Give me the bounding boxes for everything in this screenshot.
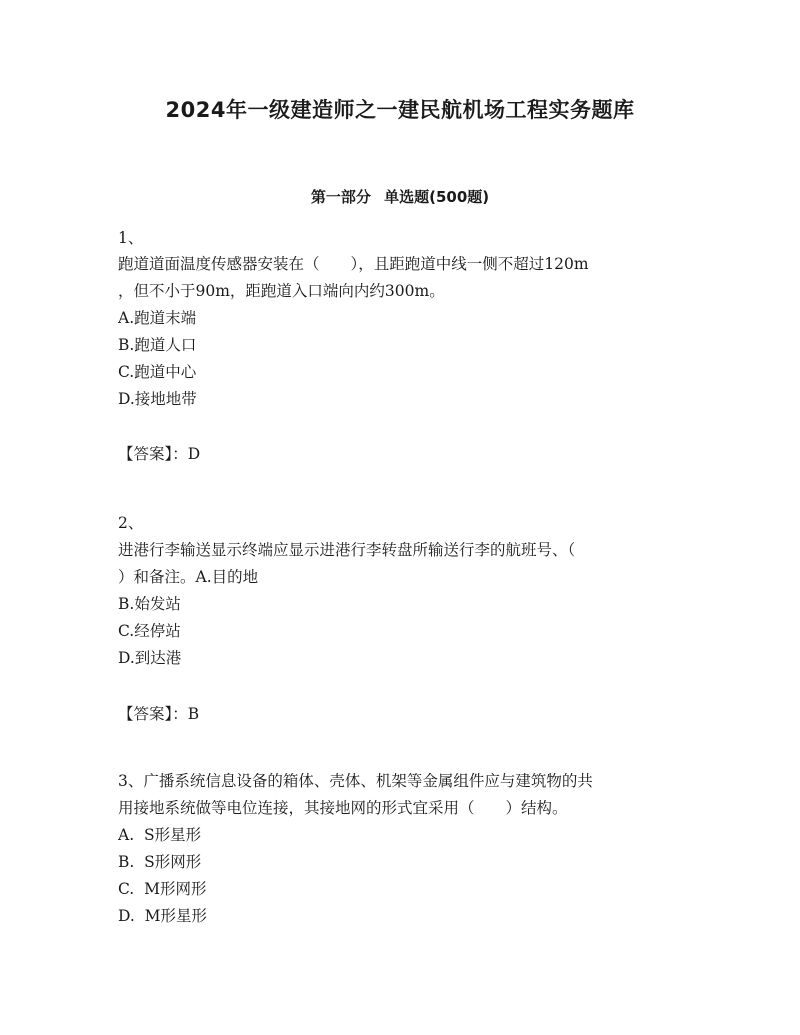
question-3-option-b: B. S形网形	[118, 853, 202, 871]
question-1-stem-line-2: ，但不小于90m，距跑道入口端向内约300m。	[118, 282, 445, 300]
question-2-option-c: C.经停站	[118, 622, 181, 640]
section-heading: 第一部分 单选题(500题)	[310, 188, 490, 206]
question-2-stem-line-1: 进港行李输送显示终端应显示进港行李转盘所输送行李的航班号、（	[118, 541, 576, 559]
question-2-option-d: D.到达港	[118, 649, 182, 667]
question-1-number: 1、	[118, 229, 144, 247]
question-3-stem-line-2: 用接地系统做等电位连接，其接地网的形式宜采用（ ）结构。	[118, 799, 568, 817]
question-1-option-b: B.跑道人口	[118, 336, 197, 354]
question-3-option-a: A. S形星形	[118, 826, 202, 844]
question-1-option-a: A.跑道末端	[118, 309, 197, 327]
question-1-option-d: D.接地地带	[118, 390, 197, 408]
question-1-option-c: C.跑道中心	[118, 363, 197, 381]
question-1-answer: 【答案】：D	[118, 445, 201, 463]
question-2-option-b: B.始发站	[118, 595, 181, 613]
document-title: 2024年一级建造师之一建民航机场工程实务题库	[165, 98, 635, 122]
question-2-number: 2、	[118, 514, 144, 532]
question-3-option-c: C. M形网形	[118, 880, 207, 898]
question-1-stem-line-1: 跑道道面温度传感器安装在（ ），且距跑道中线一侧不超过120m	[118, 255, 589, 273]
question-3-option-d: D. M形星形	[118, 907, 208, 925]
question-2-answer: 【答案】：B	[118, 705, 200, 723]
question-2-stem-line-2: ）和备注。A.目的地	[118, 568, 259, 586]
question-3-stem-line-1: 3、广播系统信息设备的箱体、壳体、机架等金属组件应与建筑物的共	[118, 772, 593, 790]
